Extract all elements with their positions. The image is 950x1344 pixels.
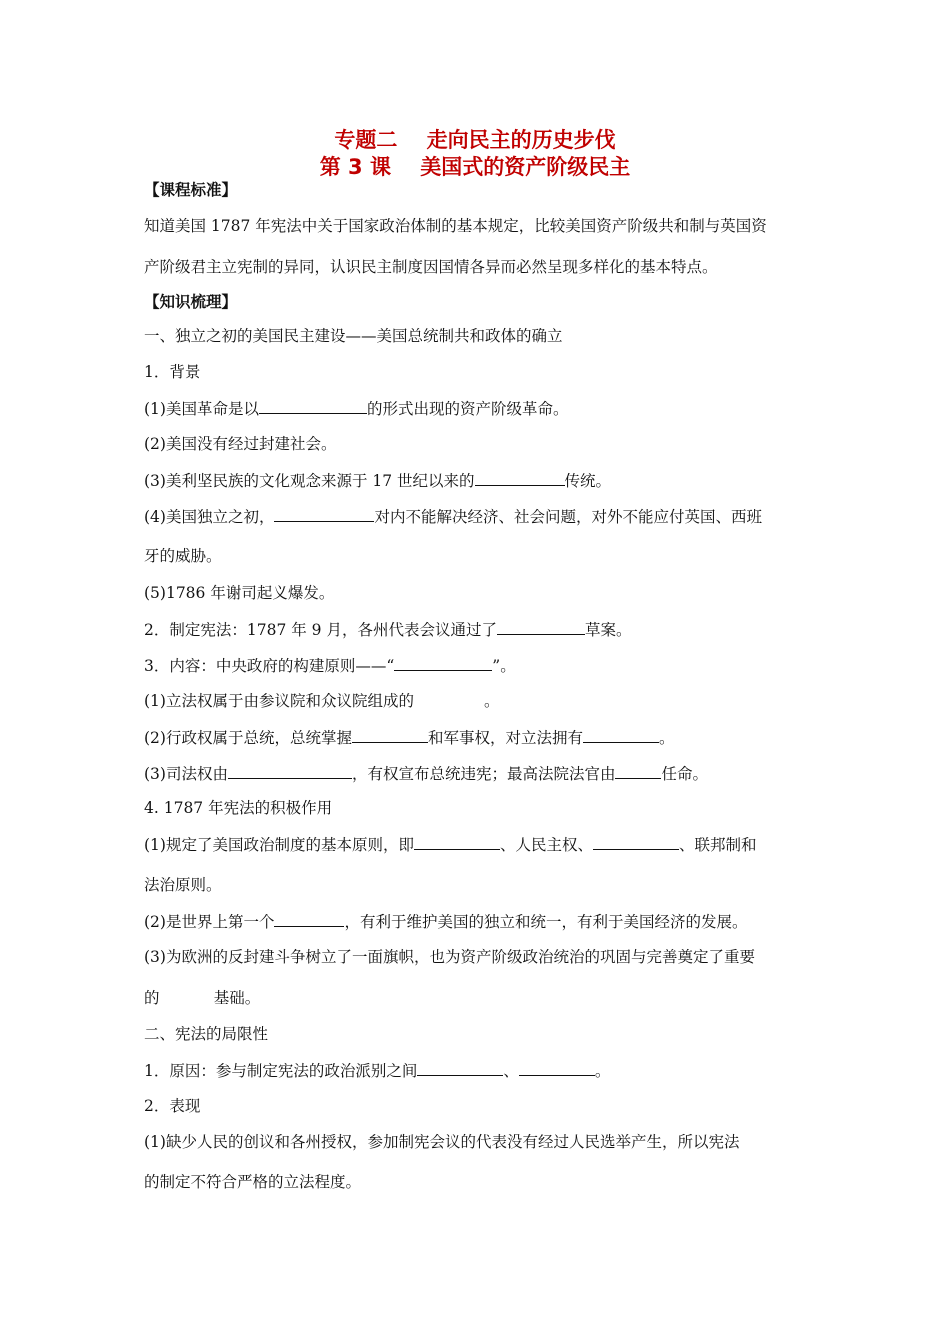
fill-blank[interactable] bbox=[228, 763, 352, 779]
content-item-1: (1)立法权属于由参议院和众议院组成的 。 bbox=[144, 692, 500, 710]
positive-effect-2: (2)是世界上第一个 ，有利于维护美国的独立和统一，有利于美国经济的发展。 bbox=[144, 913, 748, 931]
fill-blank[interactable] bbox=[583, 727, 659, 743]
content-heading: 3．内容：中央政府的构建原则——“ ”。 bbox=[144, 657, 516, 675]
background-item-4-cont: 牙的威胁。 bbox=[144, 547, 222, 565]
fill-blank[interactable] bbox=[519, 1060, 595, 1076]
positive-effect-3-cont: 的 基础。 bbox=[144, 989, 261, 1007]
standard-heading: 【课程标准】 bbox=[144, 181, 238, 199]
background-item-1: (1)美国革命是以 的形式出现的资产阶级革命。 bbox=[144, 400, 569, 418]
section-two-heading: 二、宪法的局限性 bbox=[144, 1025, 269, 1043]
limitation-manifestation-heading: 2．表现 bbox=[144, 1097, 201, 1115]
knowledge-heading: 【知识梳理】 bbox=[144, 293, 238, 311]
lesson-title: 第 3 课 美国式的资产阶级民主 bbox=[319, 155, 631, 179]
fill-blank[interactable] bbox=[414, 834, 500, 850]
fill-blank[interactable] bbox=[593, 834, 679, 850]
content-item-3: (3)司法权由 ，有权宣布总统违宪；最高法院法官由 任命。 bbox=[144, 765, 708, 783]
fill-blank[interactable] bbox=[274, 506, 374, 522]
standard-paragraph-line-1: 知道美国 1787 年宪法中关于国家政治体制的基本规定，比较美国资产阶级共和制与英国资 bbox=[144, 217, 767, 235]
limitation-item-1: (1)缺少人民的创议和各州授权，参加制宪会议的代表没有经过人民选举产生，所以宪法 bbox=[144, 1133, 740, 1151]
constitution-drafting: 2．制定宪法：1787 年 9 月，各州代表会议通过了 草案。 bbox=[144, 621, 632, 639]
background-item-5: (5)1786 年谢司起义爆发。 bbox=[144, 584, 335, 602]
background-item-4: (4)美国独立之初， 对内不能解决经济、社会问题，对外不能应付英国、西班 bbox=[144, 508, 762, 526]
standard-paragraph-line-2: 产阶级君主立宪制的异同，认识民主制度因国情各异而必然呈现多样化的基本特点。 bbox=[144, 258, 718, 276]
fill-blank[interactable] bbox=[497, 619, 585, 635]
positive-effect-1: (1)规定了美国政治制度的基本原则，即 、人民主权、 、联邦制和 bbox=[144, 836, 757, 854]
fill-blank[interactable] bbox=[417, 1060, 503, 1076]
positive-effects-heading: 4. 1787 年宪法的积极作用 bbox=[144, 799, 333, 817]
positive-effect-1-cont: 法治原则。 bbox=[144, 876, 222, 894]
fill-blank[interactable] bbox=[615, 763, 661, 779]
limitation-item-1-cont: 的制定不符合严格的立法程度。 bbox=[144, 1173, 362, 1191]
limitation-reason: 1．原因：参与制定宪法的政治派别之间 、 。 bbox=[144, 1062, 611, 1080]
background-item-2: (2)美国没有经过封建社会。 bbox=[144, 435, 337, 453]
content-item-2: (2)行政权属于总统，总统掌握 和军事权，对立法拥有 。 bbox=[144, 729, 675, 747]
fill-blank[interactable] bbox=[352, 727, 428, 743]
fill-blank[interactable] bbox=[259, 398, 367, 414]
background-item-3: (3)美利坚民族的文化观念来源于 17 世纪以来的 传统。 bbox=[144, 472, 612, 490]
background-heading: 1．背景 bbox=[144, 363, 201, 381]
fill-blank[interactable] bbox=[394, 655, 492, 671]
fill-blank[interactable] bbox=[475, 470, 565, 486]
topic-title: 专题二 走向民主的历史步伐 bbox=[334, 128, 616, 152]
section-one-heading: 一、独立之初的美国民主建设——美国总统制共和政体的确立 bbox=[144, 327, 563, 345]
fill-blank[interactable] bbox=[274, 911, 344, 927]
positive-effect-3: (3)为欧洲的反封建斗争树立了一面旗帜，也为资产阶级政治统治的巩固与完善奠定了重要 bbox=[144, 948, 755, 966]
